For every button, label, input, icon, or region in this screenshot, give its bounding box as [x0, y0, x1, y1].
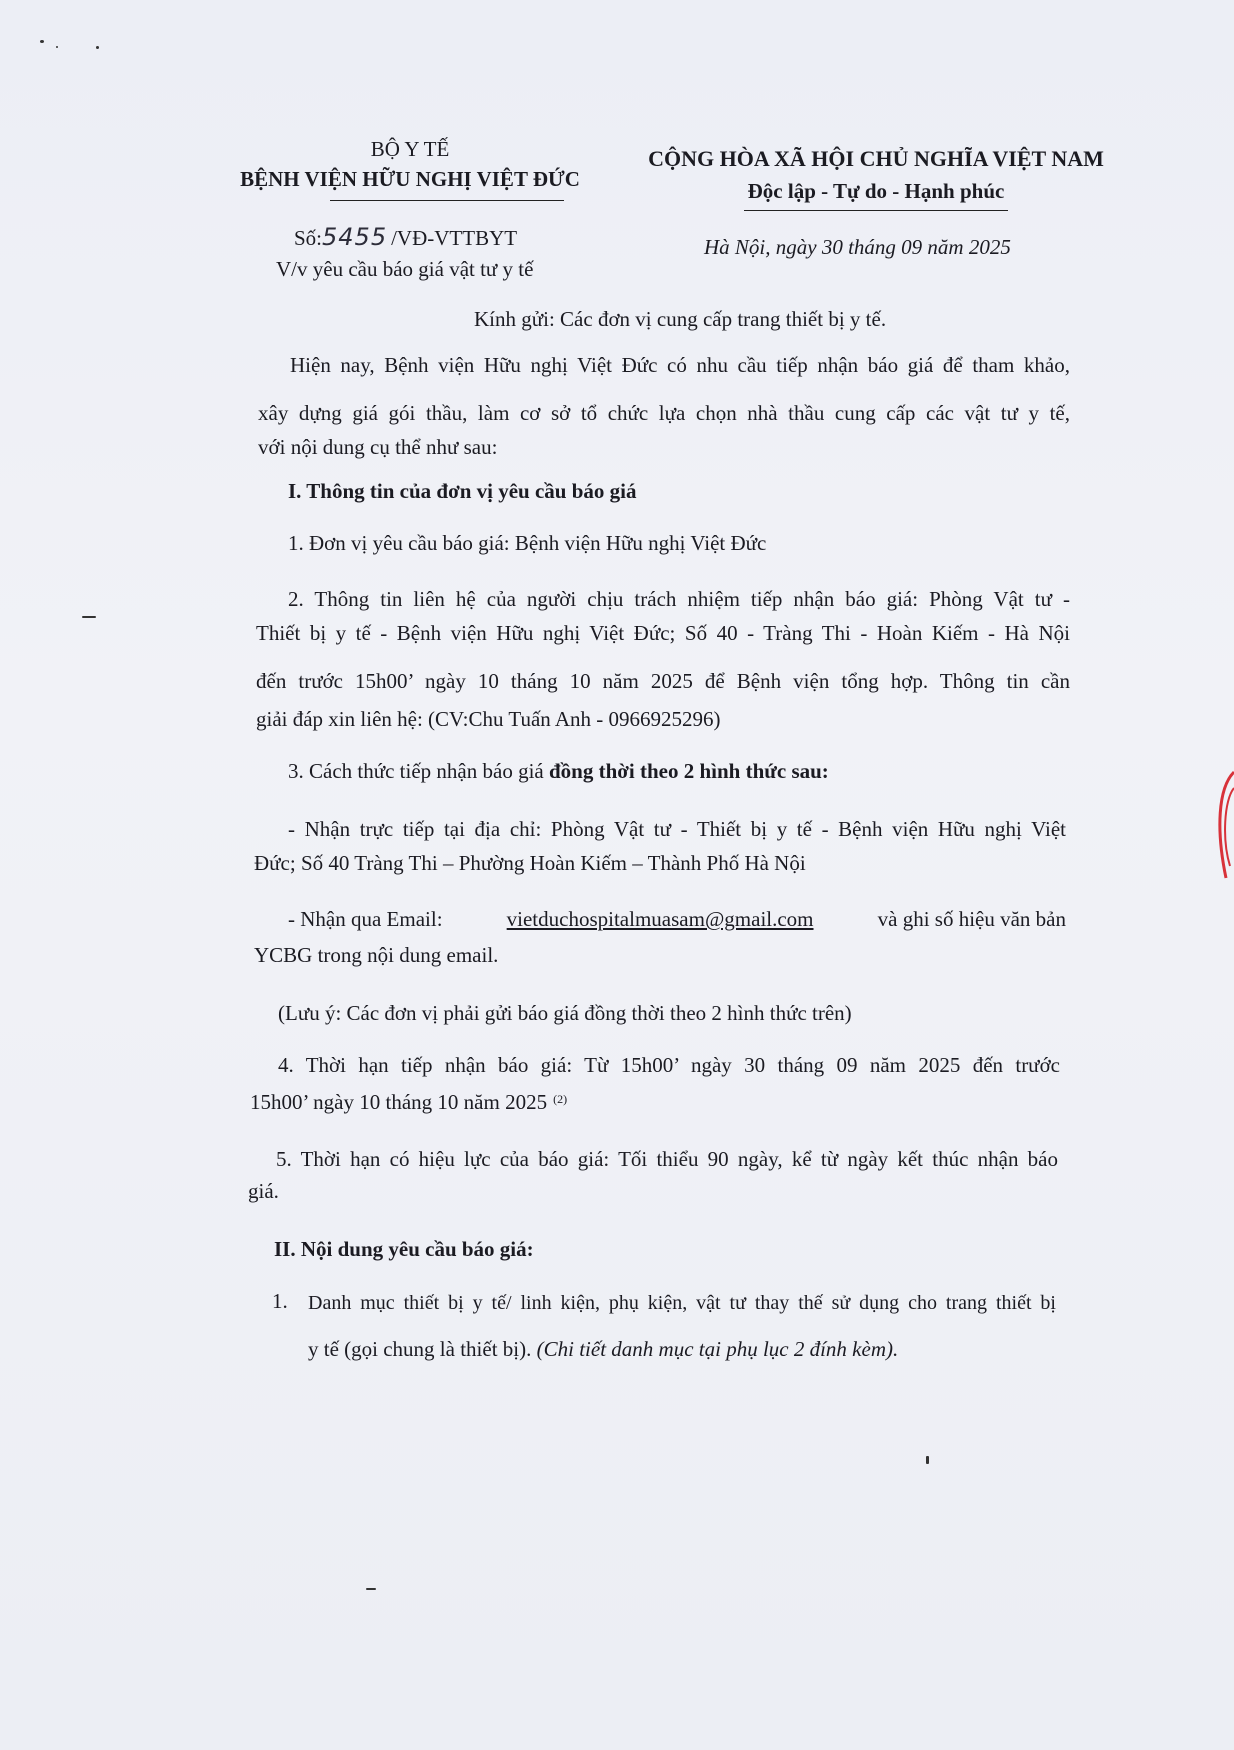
section-1-item-5-line-1: 5. Thời hạn có hiệu lực của báo giá: Tối thiểu 90 ngày, kể từ ngày kết thúc nhận báo [276, 1147, 1058, 1171]
section-2-item-1-line-1: Danh mục thiết bị y tế/ linh kiện, phụ kiện, vật tư thay thế sử dụng cho trang thiết bị [308, 1292, 1056, 1314]
section-1-item-3 [288, 756, 829, 786]
section-1-item-2-line-1: 2. Thông tin liên hệ của người chịu trách nhiệm tiếp nhận báo giá: Phòng Vật tư - [288, 587, 1070, 611]
item-1-desc: y tế (gọi chung là thiết bị). [308, 1337, 537, 1361]
section-2-item-1-line-2 [308, 1334, 898, 1364]
section-1-item-2-line-3: đến trước 15h00’ ngày 10 tháng 10 năm 2025 để Bệnh viện tổng hợp. Thông tin cần [256, 669, 1070, 693]
hospital-name: BỆNH VIỆN HỮU NGHỊ VIỆT ĐỨC [240, 167, 580, 191]
scan-speck [926, 1456, 929, 1464]
doc-number-handwritten: 5455 [322, 223, 388, 251]
addressee: Kính gửi: Các đơn vị cung cấp trang thiết bị y tế. [474, 307, 887, 331]
scan-speck [82, 616, 96, 618]
document-subject: V/v yêu cầu báo giá vật tư y tế [276, 257, 534, 281]
section-1-title: I. Thông tin của đơn vị yêu cầu báo giá [288, 479, 637, 503]
document-number [294, 222, 517, 253]
email-link[interactable]: vietduchospitalmuasam@gmail.com [506, 907, 814, 931]
section-1-item-2-line-2: Thiết bị y tế - Bệnh viện Hữu nghị Việt Đức; Số 40 - Tràng Thi - Hoàn Kiếm - Hà Nội [256, 621, 1070, 645]
republic-title: CỘNG HÒA XÃ HỘI CHỦ NGHĨA VIỆT NAM [648, 146, 1104, 171]
section-1-item-2-line-4: giải đáp xin liên hệ: (CV:Chu Tuấn Anh - 0966925296) [256, 707, 721, 731]
motto-underline [744, 210, 1008, 211]
email-delivery-line-2: YCBG trong nội dung email. [254, 943, 499, 967]
scan-speck [96, 46, 99, 49]
scan-speck [40, 40, 44, 43]
section-2-title: II. Nội dung yêu cầu báo giá: [274, 1237, 534, 1261]
direct-delivery-line-2: Đức; Số 40 Tràng Thi – Phường Hoàn Kiếm – Thành Phố Hà Nội [254, 851, 806, 875]
item-3-emphasis: đồng thời theo 2 hình thức sau: [548, 759, 829, 783]
intro-line-2: xây dựng giá gói thầu, làm cơ sở tổ chức lựa chọn nhà thầu cung cấp các vật tư y tế, [258, 401, 1070, 425]
doc-number-prefix: Số: [294, 226, 323, 250]
motto: Độc lập - Tự do - Hạnh phúc [747, 179, 1005, 203]
place-date: Hà Nội, ngày 30 tháng 09 năm 2025 [704, 235, 1011, 259]
direct-delivery-line-1: - Nhận trực tiếp tại địa chỉ: Phòng Vật tư - Thiết bị y tế - Bệnh viện Hữu nghị Việt [288, 817, 1066, 841]
section-2-item-1-number: 1. [272, 1289, 288, 1313]
hospital-underline [330, 200, 564, 201]
section-1-item-5-line-2: giá. [248, 1179, 279, 1203]
deadline-text: 15h00’ ngày 10 tháng 10 năm 2025 [250, 1090, 548, 1114]
doc-number-suffix: /VĐ-VTTBYT [391, 226, 518, 250]
section-1-item-4-line-1: 4. Thời hạn tiếp nhận báo giá: Từ 15h00’ ngày 30 tháng 09 năm 2025 đến trước [278, 1053, 1060, 1077]
email-prefix: - Nhận qua Email: [288, 907, 443, 931]
footnote-marker: (2) [553, 1092, 568, 1106]
appendix-reference: (Chi tiết danh mục tại phụ lục 2 đính kèm). [536, 1337, 899, 1361]
section-1-item-4-line-2 [250, 1084, 567, 1117]
intro-line-3: với nội dung cụ thể như sau: [258, 435, 498, 459]
red-stamp-edge [1212, 770, 1234, 880]
section-1-item-1: 1. Đơn vị yêu cầu báo giá: Bệnh viện Hữu nghị Việt Đức [288, 531, 767, 555]
ministry-name: BỘ Y TẾ [370, 137, 450, 161]
email-suffix: và ghi số hiệu văn bản [877, 907, 1066, 931]
intro-line-1: Hiện nay, Bệnh viện Hữu nghị Việt Đức có nhu cầu tiếp nhận báo giá để tham khảo, [290, 353, 1070, 377]
delivery-note: (Lưu ý: Các đơn vị phải gửi báo giá đồng thời theo 2 hình thức trên) [278, 1001, 852, 1025]
item-3-label: 3. Cách thức tiếp nhận báo giá [288, 759, 549, 783]
scan-speck [366, 1588, 376, 1590]
scan-speck [56, 46, 58, 48]
email-delivery-line-1 [288, 904, 1066, 934]
